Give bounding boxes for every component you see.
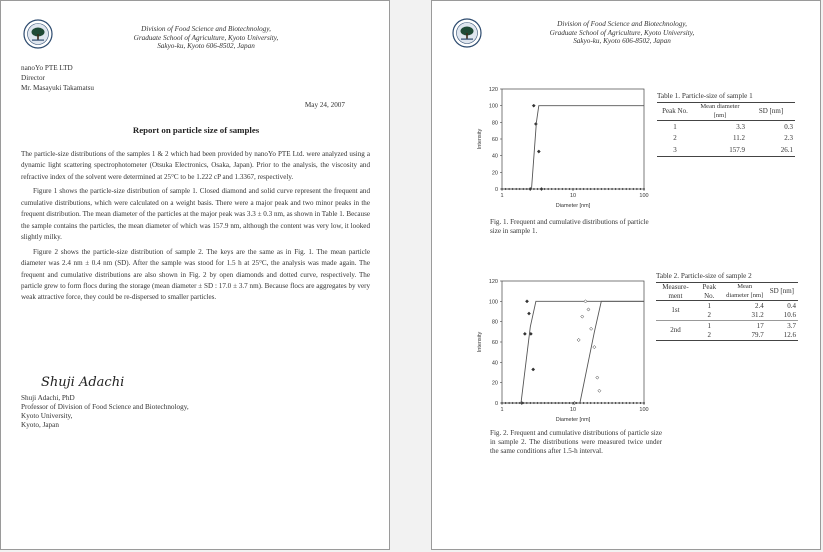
letterhead [81, 25, 331, 51]
baseline-point [558, 188, 560, 190]
baseline-point [526, 402, 528, 404]
data-point [532, 104, 535, 107]
letterhead-line-3: Sakyo-ku, Kyoto 606-8502, Japan [157, 42, 255, 51]
table-2-title: Table 2. Particle-size of sample 2 [656, 272, 752, 280]
y-axis-label: Intensity [477, 128, 483, 150]
baseline-point [593, 188, 595, 190]
x-axis-label: Diameter [nm] [555, 417, 591, 423]
baseline-point [636, 402, 638, 404]
baseline-point [590, 188, 592, 190]
baseline-point [639, 188, 641, 190]
baseline-point [519, 188, 521, 190]
letterhead-line-2: Graduate School of Agriculture, Kyoto University, [549, 28, 695, 37]
table-2-header-cell: SD [nm] [769, 287, 795, 296]
x-tick-label: 10 [569, 407, 577, 413]
baseline-point [636, 188, 638, 190]
kyoto-university-seal-icon [452, 18, 482, 48]
baseline-point [579, 402, 581, 404]
table-row [657, 133, 795, 145]
table-cell: 31.2 [751, 311, 764, 319]
baseline-point [583, 402, 585, 404]
baseline-point [615, 188, 617, 190]
baseline-point [522, 188, 524, 190]
baseline-point [515, 188, 517, 190]
x-tick-label: 10 [569, 193, 577, 199]
baseline-point [625, 188, 627, 190]
data-point [577, 338, 580, 341]
report-title: Report on particle size of samples [132, 125, 260, 135]
figure-1-caption: Fig. 1. Frequent and cumulative distributions of particle size in sample 1. [490, 218, 649, 235]
y-tick-label: 20 [491, 380, 498, 387]
table-cell: 11.2 [733, 134, 745, 143]
x-tick-label: 1 [500, 407, 504, 413]
body-paragraph-1: The particle-size distributions of the samples 1 & 2 which had been provided by nanoYo PTE Ltd. were analyzed using a dynamic light scattering spectrophotometer (Otsuka Electronics, Osaka, Japan). Prior to the analysis, the viscosity and refractive index of the solvent were determined at 25°C to be 1.222 cP and 1.3367, respectively. [21, 150, 370, 181]
baseline-point [565, 402, 567, 404]
baseline-point [572, 188, 574, 190]
baseline-point [575, 402, 577, 404]
baseline-point [512, 402, 514, 404]
baseline-point [547, 402, 549, 404]
data-point [532, 368, 535, 371]
data-point [525, 300, 528, 303]
table-cell: 157.9 [729, 146, 745, 154]
figure-1-chart [472, 83, 652, 211]
figure-2-chart [472, 275, 652, 425]
table-1-header-cell: Mean diameter [nm] [700, 103, 740, 119]
baseline-point [593, 402, 595, 404]
data-point [590, 327, 593, 330]
baseline-point [600, 188, 602, 190]
baseline-point [632, 188, 634, 190]
baseline-point [586, 402, 588, 404]
baseline-point [597, 188, 599, 190]
table-cell: 1 [707, 301, 712, 310]
table-cell: 3 [673, 146, 677, 154]
baseline-point [643, 402, 645, 404]
y-tick-label: 20 [491, 170, 498, 177]
baseline-point [579, 188, 581, 190]
baseline-point [551, 188, 553, 190]
x-tick-label: 1 [500, 193, 504, 199]
baseline-point [529, 402, 531, 404]
table-cell: 3.3 [736, 122, 745, 131]
table-cell: 79.7 [751, 331, 764, 339]
table-2-header-cell: Mean diameter [nm] [726, 283, 764, 299]
baseline-point [618, 402, 620, 404]
data-point [584, 300, 587, 303]
baseline-point [508, 402, 510, 404]
table-cell: 0.3 [784, 122, 793, 131]
body-paragraph-3: Figure 2 shows the particle-size distribution of sample 2. The keys are the same as in Fig. 1. The mean particle diameter was 2.4 nm ± 0.4 nm (SD). After the sample was stood for 1.5 h at 25°C, the analysis was made again. The frequent and cumulative distributions are also shown in Fig. 2 by open diamonds and dotted curve, respectively. The particle grew to form flocs during the storage (mean diameter ± SD : 17.0 ± 3.7 nm). Because flocs are aggregates by very weak attractive force, they could be re-dispersed to smaller particles. [21, 247, 370, 302]
handwritten-signature: Shuji Adachi [41, 375, 125, 390]
baseline-point [625, 402, 627, 404]
baseline-point [515, 402, 517, 404]
table-1 [657, 102, 795, 157]
baseline-point [561, 402, 563, 404]
y-tick-label: 120 [488, 87, 498, 93]
table-2-header-row [656, 283, 798, 301]
baseline-point [536, 188, 538, 190]
baseline-point [504, 188, 506, 190]
baseline-point [622, 188, 624, 190]
cumulative-curve [502, 301, 644, 403]
letter-page [0, 0, 390, 550]
baseline-point [526, 188, 528, 190]
baseline-point [551, 402, 553, 404]
baseline-point [607, 402, 609, 404]
y-tick-label: 0 [494, 187, 498, 193]
baseline-point [565, 188, 567, 190]
y-tick-label: 0 [494, 401, 498, 407]
cumulative-curve [502, 106, 644, 189]
baseline-point [554, 188, 556, 190]
y-tick-label: 80 [491, 319, 498, 326]
table-cell: 2 [673, 134, 677, 143]
baseline-point [600, 402, 602, 404]
y-tick-label: 80 [491, 120, 498, 127]
table-1-header-cell: SD [nm] [758, 107, 784, 116]
baseline-point [575, 188, 577, 190]
signer-place: Kyoto, Japan [21, 421, 59, 429]
y-axis-label: Intensity [477, 331, 483, 353]
baseline-point [611, 188, 613, 190]
baseline-point [618, 188, 620, 190]
baseline-point [544, 188, 546, 190]
table-1-header-row [657, 103, 795, 121]
baseline-point [536, 402, 538, 404]
baseline-point [611, 402, 613, 404]
table-cell: 17 [756, 321, 764, 330]
baseline-point [583, 188, 585, 190]
recipient-name: Mr. Masayuki Takamatsu [21, 84, 95, 92]
letterhead-line-3: Sakyo-ku, Kyoto 606-8502, Japan [573, 37, 671, 46]
baseline-point [533, 402, 535, 404]
y-tick-label: 120 [488, 279, 498, 285]
baseline-point [615, 402, 617, 404]
x-axis-label: Diameter [nm] [555, 203, 591, 209]
y-tick-label: 60 [491, 137, 498, 143]
table-cell: 2nd [656, 321, 695, 341]
recipient-title: Director [21, 74, 45, 82]
signer-organization: Kyoto University, [21, 412, 73, 420]
baseline-point [629, 402, 631, 404]
signer-position: Professor of Division of Food Science and Biotechnology, [21, 403, 189, 411]
baseline-point [508, 188, 510, 190]
table-row [656, 321, 798, 331]
baseline-point [643, 188, 645, 190]
y-tick-label: 60 [491, 340, 498, 346]
baseline-point [568, 402, 570, 404]
data-point [587, 308, 590, 311]
baseline-point [604, 402, 606, 404]
data-point [523, 332, 526, 335]
data-point [598, 389, 601, 392]
letter-body [21, 149, 370, 304]
baseline-point [597, 402, 599, 404]
baseline-point [540, 402, 542, 404]
baseline-point [586, 188, 588, 190]
baseline-point [519, 402, 521, 404]
table-cell: 2.4 [754, 301, 764, 310]
x-tick-label: 100 [639, 193, 649, 199]
table-row [656, 301, 798, 311]
letterhead-line-1: Division of Food Science and Biotechnology, [141, 25, 271, 33]
baseline-point [632, 402, 634, 404]
baseline-point [547, 188, 549, 190]
data-point [593, 345, 596, 348]
letterhead [522, 20, 722, 46]
baseline-point [561, 188, 563, 190]
table-2-header-cell: Peak No. [702, 283, 717, 300]
table-cell: 2 [707, 331, 712, 339]
body-paragraph-2: Figure 1 shows the particle-size distribution of sample 1. Closed diamond and solid curve represent the frequent and cumulative distributions, which were calculated on a weight basis. There were a major peak and two minor peaks in the frequent distribution. The mean diameter of the particles at the major peak was 3.3 ± 0.3 nm, as shown in Table 1. Because the sample contains the particles, the mean diameter of which was 157.9 nm, although the content was very low, it looked slightly milky. [21, 187, 370, 242]
baseline-point [607, 188, 609, 190]
table-1-header-cell: Peak No. [662, 107, 688, 116]
data-point [596, 376, 599, 379]
table-row [657, 145, 795, 157]
table-cell: 1 [673, 122, 677, 131]
table-cell: 12.6 [783, 331, 796, 339]
table-cell: 26.1 [780, 146, 793, 154]
table-cell: 10.6 [783, 311, 796, 319]
baseline-point [604, 188, 606, 190]
y-tick-label: 40 [491, 153, 498, 160]
baseline-point [568, 188, 570, 190]
baseline-point [501, 188, 503, 190]
baseline-point [554, 402, 556, 404]
baseline-point [544, 402, 546, 404]
plot-frame [502, 89, 644, 189]
y-tick-label: 40 [491, 360, 498, 367]
y-tick-label: 100 [488, 299, 498, 306]
table-2-header-cell: Measure-ment [662, 283, 689, 300]
figures-page [431, 0, 821, 550]
kyoto-university-seal-icon [23, 19, 53, 49]
data-point [527, 312, 530, 315]
table-row [657, 121, 795, 133]
table-1-title: Table 1. Particle-size of sample 1 [657, 92, 753, 100]
letterhead-line-1: Division of Food Science and Biotechnology, [557, 20, 687, 28]
recipient-company: nanoYo PTE LTD [21, 64, 73, 72]
baseline-point [590, 402, 592, 404]
table-cell: 1st [656, 301, 695, 321]
baseline-point [558, 402, 560, 404]
table-2 [656, 282, 798, 341]
baseline-point [629, 188, 631, 190]
table-cell: 3.7 [787, 321, 796, 330]
table-cell: 0.4 [787, 301, 796, 310]
table-cell: 2.3 [784, 134, 793, 143]
baseline-point [622, 402, 624, 404]
data-point [581, 315, 584, 318]
figure-2-caption: Fig. 2. Frequent and cumulative distributions of particle size in sample 2. The distributions were measured twice under the same conditions after 1.5-h interval. [490, 429, 662, 455]
y-tick-label: 100 [488, 103, 498, 110]
x-tick-label: 100 [639, 407, 649, 413]
table-cell: 1 [707, 321, 712, 330]
baseline-point [504, 402, 506, 404]
baseline-point [501, 402, 503, 404]
data-point [537, 150, 540, 153]
baseline-point [533, 188, 535, 190]
letter-date: May 24, 2007 [304, 101, 345, 109]
baseline-point [639, 402, 641, 404]
letterhead-line-2: Graduate School of Agriculture, Kyoto University, [133, 33, 279, 42]
signer-name: Shuji Adachi, PhD [21, 394, 75, 402]
table-cell: 2 [707, 311, 712, 319]
baseline-point [512, 188, 514, 190]
